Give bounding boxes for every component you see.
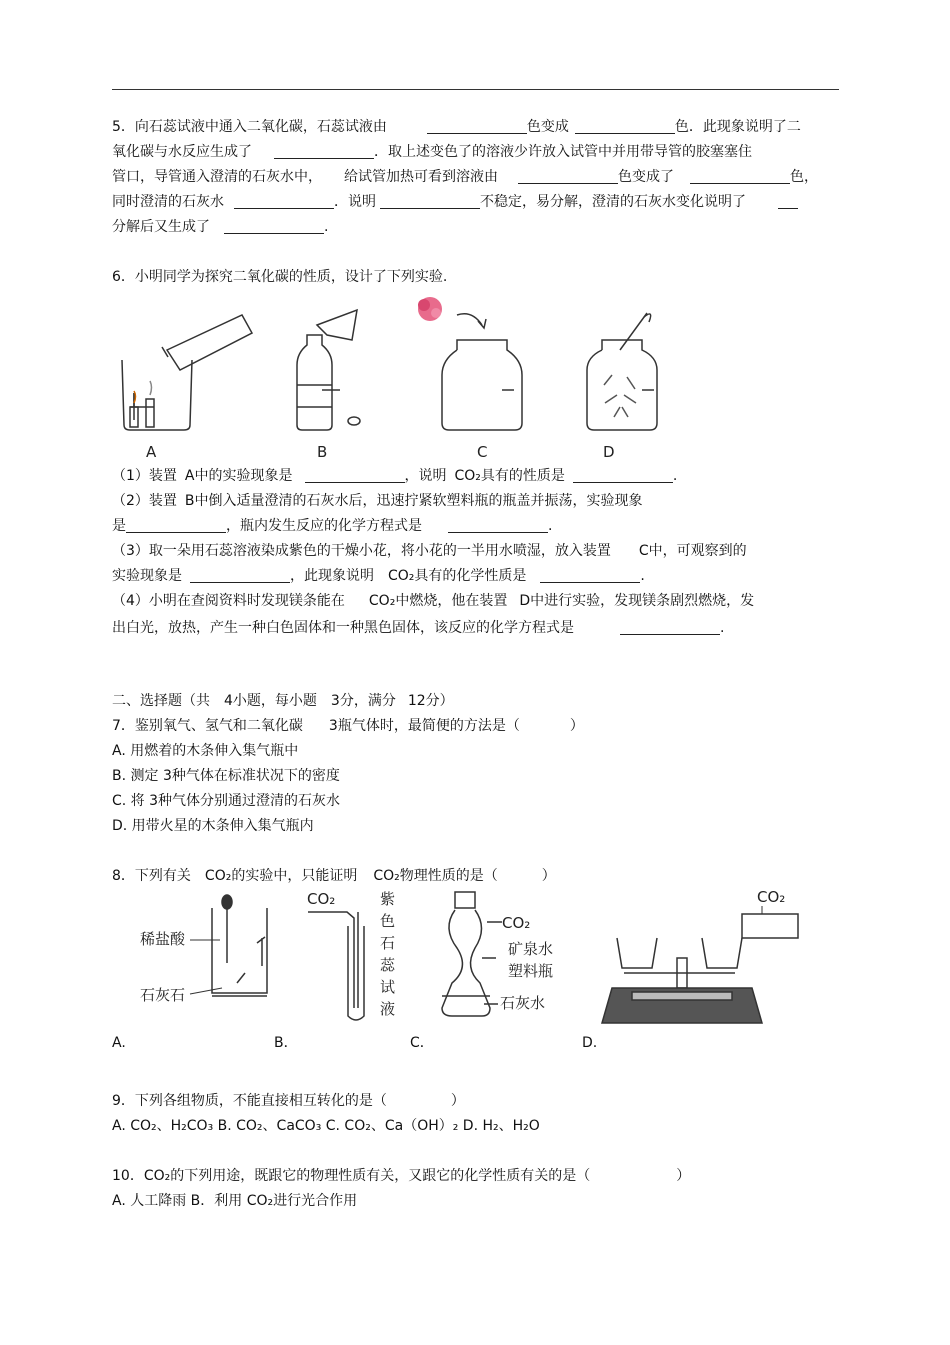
q9-stem bbox=[112, 1092, 465, 1110]
q8-option-c: C． bbox=[410, 1035, 434, 1051]
q8-text: ） bbox=[541, 868, 556, 884]
q8-text: 8．下列有关 bbox=[112, 868, 191, 884]
q7-option-b: B. 测定 3种气体在标准状况下的密度 bbox=[112, 768, 340, 784]
answer-blank bbox=[573, 468, 673, 483]
q6-text: . bbox=[640, 568, 645, 584]
rose-icon bbox=[418, 297, 442, 321]
q6-text: （2）装置 bbox=[112, 493, 177, 509]
q6-text: 出白光，放热，产生一种白色固体和一种黑色固体，该反应的化学方程式是 bbox=[112, 620, 574, 636]
q5-text: 色．此现象说明了二 bbox=[674, 119, 801, 135]
apparatus-a-beaker bbox=[122, 315, 252, 430]
q6-part-4b bbox=[112, 619, 724, 637]
answer-blank bbox=[274, 144, 374, 159]
answer-blank bbox=[380, 194, 480, 209]
q10-stem bbox=[112, 1167, 690, 1185]
q5-text: 色变成 bbox=[526, 119, 569, 135]
q9-text: 9．下列各组物质，不能直接相互转化的是（ bbox=[112, 1093, 387, 1109]
label-c: C bbox=[477, 443, 488, 461]
q7-text: 3瓶气体时，最简便的方法是（ bbox=[328, 718, 520, 734]
vertical-char: 色 bbox=[380, 912, 396, 930]
q7-text: 7．鉴别氧气、氢气和二氧化碳 bbox=[112, 718, 303, 734]
q6-part-3b bbox=[112, 567, 645, 585]
test-tube-b bbox=[308, 912, 364, 1020]
q6-text: ，此现象说明 bbox=[290, 568, 374, 584]
q5-line-1 bbox=[112, 118, 801, 136]
answer-blank bbox=[427, 119, 527, 134]
answer-blank bbox=[518, 169, 618, 184]
answer-blank bbox=[190, 568, 290, 583]
q5-text: 氧化碳与水反应生成了 bbox=[112, 144, 252, 160]
answer-blank bbox=[690, 169, 790, 184]
q6-part-1 bbox=[112, 467, 677, 485]
q6-text: CO₂中燃烧，他在装置 bbox=[368, 593, 508, 609]
apparatus-a-beaker bbox=[212, 895, 267, 996]
q6-text: . bbox=[548, 518, 553, 534]
q5-text: 管口，导管通入澄清的石灰水中， bbox=[112, 169, 322, 185]
q7-stem bbox=[112, 717, 584, 735]
q5-text: 不稳定，易分解，澄清的石灰水变化说明了 bbox=[480, 194, 746, 210]
label-limewater: 石灰水 bbox=[500, 994, 546, 1012]
q9-options: A. CO₂、H₂CO₃ B. CO₂、CaCO₃ C. CO₂、Ca（OH）₂ D. H₂、H₂O bbox=[112, 1118, 540, 1134]
label-limestone: 石灰石 bbox=[140, 986, 186, 1004]
q5-text: 给试管加热可看到溶液由 bbox=[344, 169, 498, 185]
q5-text: 同时澄清的石灰水 bbox=[112, 194, 224, 210]
q5-line-4 bbox=[112, 193, 798, 211]
q6-text: ，瓶内发生反应的化学方程式是 bbox=[226, 518, 422, 534]
answer-blank bbox=[126, 518, 226, 533]
q6-intro: 6．小明同学为探究二氧化碳的性质，设计了下列实验. bbox=[112, 269, 448, 285]
q10-text: 10．CO₂的下列用途，既跟它的物理性质有关，又跟它的化学性质有关的是（ bbox=[112, 1168, 591, 1184]
top-rule bbox=[112, 89, 839, 90]
balance-d bbox=[602, 914, 798, 1023]
apparatus-c-jar bbox=[442, 314, 522, 430]
label-vertical-litmus bbox=[380, 890, 396, 1018]
q10-options: A. 人工降雨 B．利用 CO₂进行光合作用 bbox=[112, 1193, 358, 1209]
q8-text: CO₂的实验中，只能证明 bbox=[204, 868, 358, 884]
q6-text: ，说明 bbox=[404, 468, 447, 484]
q7-text: ） bbox=[569, 718, 584, 734]
q6-text: 实验现象是 bbox=[112, 568, 182, 584]
label-co2-d: CO₂ bbox=[757, 888, 786, 906]
q5-line-2 bbox=[112, 143, 752, 161]
bottle-c bbox=[442, 892, 502, 1016]
q8-option-d: D. bbox=[582, 1035, 598, 1051]
q6-text: . bbox=[672, 468, 678, 484]
label-d: D bbox=[603, 443, 615, 461]
q6-text: （4）小明在查阅资料时发现镁条能在 bbox=[112, 593, 345, 609]
answer-blank bbox=[620, 620, 720, 635]
label-a: A bbox=[146, 443, 157, 461]
vertical-char: 试 bbox=[380, 978, 396, 996]
q6-text: （1）装置 bbox=[112, 468, 177, 484]
q6-text: 是 bbox=[112, 518, 126, 534]
q5-text: 色， bbox=[790, 169, 818, 185]
q6-part-3a bbox=[112, 542, 747, 560]
q8-text: CO₂物理性质的是（ bbox=[373, 868, 498, 884]
q5-text: 分解后又生成了 bbox=[112, 219, 210, 235]
vertical-char: 石 bbox=[380, 934, 396, 952]
q6-part-2a bbox=[112, 492, 643, 510]
q6-apparatus-figure bbox=[112, 295, 672, 460]
q5-line-5 bbox=[112, 218, 328, 236]
q6-text: . bbox=[720, 620, 725, 636]
heading-text: 二、选择题（共 bbox=[112, 693, 210, 709]
answer-blank bbox=[234, 194, 334, 209]
label-bottle-1: 矿泉水 bbox=[508, 940, 554, 958]
q6-text: CO₂具有的性质是 bbox=[454, 468, 565, 484]
q6-text: C中，可观察到的 bbox=[638, 543, 747, 559]
q6-text: （3）取一朵用石蕊溶液染成紫色的干燥小花，将小花的一半用水喷湿，放入装置 bbox=[112, 543, 611, 559]
answer-blank bbox=[778, 194, 798, 209]
heading-text: 4小题，每小题 bbox=[224, 693, 317, 709]
label-acid: 稀盐酸 bbox=[140, 930, 186, 948]
q6-text: B中倒入适量澄清的石灰水后，迅速拧紧软塑料瓶的瓶盖并振荡，实验现象 bbox=[184, 493, 643, 509]
q7-option-d: D. 用带火星的木条伸入集气瓶内 bbox=[112, 818, 314, 834]
q6-text: D中进行实验，发现镁条剧烈燃烧，发 bbox=[519, 593, 755, 609]
q6-part-4a bbox=[112, 592, 754, 610]
answer-blank bbox=[540, 568, 640, 583]
q8-option-b: B． bbox=[274, 1035, 298, 1051]
q8-figure bbox=[112, 888, 812, 1033]
q10-text: ） bbox=[676, 1168, 691, 1184]
q8-options bbox=[112, 1034, 632, 1052]
label-co2-b: CO₂ bbox=[307, 890, 336, 908]
q5-text: ．说明 bbox=[334, 194, 376, 210]
answer-blank bbox=[305, 468, 405, 483]
apparatus-b-bottle bbox=[297, 310, 360, 430]
q5-text: 5．向石蕊试液中通入二氧化碳，石蕊试液由 bbox=[112, 119, 387, 135]
vertical-char: 蕊 bbox=[380, 956, 396, 974]
q8-option-a: A. bbox=[112, 1035, 126, 1051]
q8-stem bbox=[112, 867, 556, 885]
label-bottle-2: 塑料瓶 bbox=[508, 962, 554, 980]
q7-option-c: C. 将 3种气体分别通过澄清的石灰水 bbox=[112, 793, 341, 809]
heading-text: 3分，满分 bbox=[330, 693, 396, 709]
vertical-char: 液 bbox=[380, 1000, 396, 1018]
answer-blank bbox=[448, 518, 548, 533]
q5-text: . bbox=[324, 219, 329, 235]
apparatus-d-jar bbox=[587, 313, 657, 430]
q6-text: CO₂具有的化学性质是 bbox=[388, 568, 527, 584]
answer-blank bbox=[575, 119, 675, 134]
q6-text: A中的实验现象是 bbox=[184, 468, 293, 484]
q9-text: ） bbox=[450, 1093, 465, 1109]
q6-part-2b bbox=[112, 517, 552, 535]
q5-text: ．取上述变色了的溶液少许放入试管中并用带导管的胶塞塞住 bbox=[374, 144, 752, 160]
answer-blank bbox=[224, 219, 324, 234]
vertical-char: 紫 bbox=[380, 890, 396, 908]
q7-option-a: A. 用燃着的木条伸入集气瓶中 bbox=[112, 743, 299, 759]
q5-text: 色变成了 bbox=[618, 169, 674, 185]
label-b: B bbox=[317, 443, 328, 461]
label-co2-c: CO₂ bbox=[502, 914, 531, 932]
section-heading bbox=[112, 692, 454, 710]
heading-text: 12分） bbox=[407, 693, 454, 709]
q5-line-3 bbox=[112, 168, 818, 186]
